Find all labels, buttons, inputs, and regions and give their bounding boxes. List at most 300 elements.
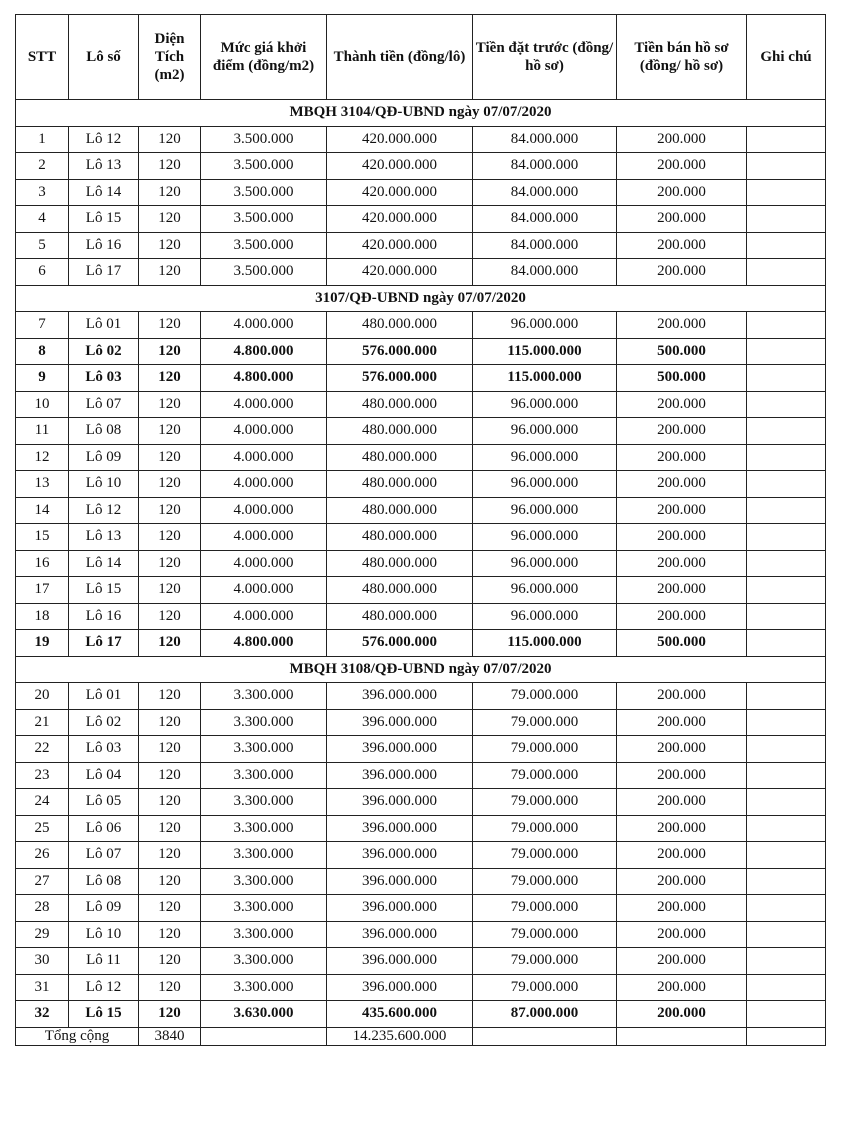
cell-area: 120 <box>139 815 201 842</box>
cell-note <box>747 895 826 922</box>
cell-deposit: 79.000.000 <box>473 815 617 842</box>
cell-stt: 21 <box>16 709 69 736</box>
cell-price: 3.300.000 <box>201 789 327 816</box>
cell-lot: Lô 02 <box>69 338 139 365</box>
cell-note <box>747 630 826 657</box>
cell-area: 120 <box>139 471 201 498</box>
cell-stt: 3 <box>16 179 69 206</box>
cell-stt: 15 <box>16 524 69 551</box>
cell-stt: 31 <box>16 974 69 1001</box>
cell-deposit: 84.000.000 <box>473 153 617 180</box>
cell-total: 480.000.000 <box>327 550 473 577</box>
cell-lot: Lô 04 <box>69 762 139 789</box>
cell-price: 3.300.000 <box>201 921 327 948</box>
cell-stt: 2 <box>16 153 69 180</box>
cell-fee: 200.000 <box>617 948 747 975</box>
cell-price: 3.300.000 <box>201 709 327 736</box>
cell-deposit: 79.000.000 <box>473 683 617 710</box>
cell-price: 4.000.000 <box>201 524 327 551</box>
cell-area: 120 <box>139 868 201 895</box>
cell-stt: 16 <box>16 550 69 577</box>
table-row <box>16 577 826 604</box>
cell-area: 120 <box>139 497 201 524</box>
section-title: MBQH 3108/QĐ-UBND ngày 07/07/2020 <box>16 656 826 683</box>
cell-note <box>747 126 826 153</box>
cell-deposit: 96.000.000 <box>473 312 617 339</box>
cell-note <box>747 338 826 365</box>
cell-note <box>747 577 826 604</box>
cell-area: 120 <box>139 709 201 736</box>
cell-price: 4.800.000 <box>201 630 327 657</box>
cell-deposit: 96.000.000 <box>473 471 617 498</box>
cell-fee: 200.000 <box>617 603 747 630</box>
cell-note <box>747 1001 826 1028</box>
table-row <box>16 974 826 1001</box>
cell-deposit: 79.000.000 <box>473 762 617 789</box>
cell-price: 3.300.000 <box>201 736 327 763</box>
cell-total: 480.000.000 <box>327 418 473 445</box>
cell-price: 3.500.000 <box>201 179 327 206</box>
cell-note <box>747 391 826 418</box>
cell-fee: 200.000 <box>617 153 747 180</box>
cell-lot: Lô 14 <box>69 550 139 577</box>
cell-deposit: 96.000.000 <box>473 497 617 524</box>
cell-total: 480.000.000 <box>327 312 473 339</box>
cell-note <box>747 179 826 206</box>
cell-stt: 8 <box>16 338 69 365</box>
cell-note <box>747 762 826 789</box>
table-row <box>16 153 826 180</box>
header-total: Thành tiền (đồng/lô) <box>327 15 473 100</box>
cell-deposit: 96.000.000 <box>473 391 617 418</box>
cell-fee: 200.000 <box>617 1001 747 1028</box>
cell-deposit: 115.000.000 <box>473 630 617 657</box>
cell-lot: Lô 17 <box>69 630 139 657</box>
cell-deposit: 79.000.000 <box>473 736 617 763</box>
section-header-row <box>16 656 826 683</box>
cell-stt: 20 <box>16 683 69 710</box>
cell-area: 120 <box>139 683 201 710</box>
cell-fee: 200.000 <box>617 524 747 551</box>
cell-area: 120 <box>139 365 201 392</box>
cell-total: 396.000.000 <box>327 789 473 816</box>
cell-price: 4.000.000 <box>201 391 327 418</box>
cell-price: 4.000.000 <box>201 577 327 604</box>
cell-price: 3.630.000 <box>201 1001 327 1028</box>
cell-note <box>747 471 826 498</box>
cell-area: 120 <box>139 974 201 1001</box>
cell-price: 3.300.000 <box>201 948 327 975</box>
table-row <box>16 762 826 789</box>
table-row <box>16 232 826 259</box>
cell-note <box>747 709 826 736</box>
cell-stt: 10 <box>16 391 69 418</box>
cell-deposit: 96.000.000 <box>473 603 617 630</box>
cell-stt: 4 <box>16 206 69 233</box>
cell-stt: 19 <box>16 630 69 657</box>
cell-price: 4.000.000 <box>201 471 327 498</box>
cell-price: 3.300.000 <box>201 868 327 895</box>
table-row <box>16 815 826 842</box>
cell-area: 120 <box>139 736 201 763</box>
totals-row <box>16 1027 826 1045</box>
cell-fee: 200.000 <box>617 736 747 763</box>
cell-price: 3.300.000 <box>201 974 327 1001</box>
totals-deposit-empty <box>473 1027 617 1045</box>
table-row <box>16 736 826 763</box>
cell-note <box>747 868 826 895</box>
cell-price: 3.300.000 <box>201 895 327 922</box>
cell-fee: 200.000 <box>617 312 747 339</box>
table-row <box>16 418 826 445</box>
cell-deposit: 84.000.000 <box>473 206 617 233</box>
cell-note <box>747 524 826 551</box>
cell-area: 120 <box>139 603 201 630</box>
cell-total: 480.000.000 <box>327 577 473 604</box>
cell-stt: 9 <box>16 365 69 392</box>
cell-lot: Lô 01 <box>69 312 139 339</box>
cell-fee: 200.000 <box>617 179 747 206</box>
cell-price: 3.500.000 <box>201 259 327 286</box>
cell-total: 480.000.000 <box>327 603 473 630</box>
cell-fee: 200.000 <box>617 789 747 816</box>
table-row <box>16 206 826 233</box>
table-row <box>16 842 826 869</box>
table-row <box>16 895 826 922</box>
cell-stt: 11 <box>16 418 69 445</box>
cell-price: 3.500.000 <box>201 126 327 153</box>
cell-note <box>747 206 826 233</box>
cell-fee: 200.000 <box>617 895 747 922</box>
cell-stt: 18 <box>16 603 69 630</box>
cell-area: 120 <box>139 179 201 206</box>
table-row <box>16 471 826 498</box>
cell-note <box>747 683 826 710</box>
cell-area: 120 <box>139 391 201 418</box>
cell-total: 480.000.000 <box>327 497 473 524</box>
cell-total: 576.000.000 <box>327 630 473 657</box>
cell-area: 120 <box>139 206 201 233</box>
table-row <box>16 948 826 975</box>
auction-lots-table <box>15 14 826 1046</box>
cell-fee: 200.000 <box>617 418 747 445</box>
cell-deposit: 84.000.000 <box>473 126 617 153</box>
table-row <box>16 312 826 339</box>
cell-note <box>747 948 826 975</box>
cell-lot: Lô 12 <box>69 126 139 153</box>
cell-deposit: 96.000.000 <box>473 577 617 604</box>
cell-deposit: 79.000.000 <box>473 921 617 948</box>
cell-fee: 200.000 <box>617 206 747 233</box>
cell-fee: 200.000 <box>617 683 747 710</box>
cell-total: 396.000.000 <box>327 815 473 842</box>
cell-note <box>747 815 826 842</box>
header-deposit: Tiền đặt trước (đồng/ hồ sơ) <box>473 15 617 100</box>
table-row <box>16 365 826 392</box>
cell-price: 3.300.000 <box>201 683 327 710</box>
cell-deposit: 96.000.000 <box>473 418 617 445</box>
cell-area: 120 <box>139 232 201 259</box>
cell-total: 396.000.000 <box>327 709 473 736</box>
cell-deposit: 115.000.000 <box>473 338 617 365</box>
cell-note <box>747 921 826 948</box>
section-header-row <box>16 285 826 312</box>
cell-fee: 200.000 <box>617 497 747 524</box>
cell-deposit: 79.000.000 <box>473 709 617 736</box>
cell-lot: Lô 13 <box>69 524 139 551</box>
cell-deposit: 87.000.000 <box>473 1001 617 1028</box>
cell-price: 3.500.000 <box>201 232 327 259</box>
cell-stt: 32 <box>16 1001 69 1028</box>
cell-total: 396.000.000 <box>327 842 473 869</box>
table-body <box>16 100 826 1028</box>
cell-area: 120 <box>139 524 201 551</box>
cell-price: 3.500.000 <box>201 206 327 233</box>
cell-fee: 200.000 <box>617 471 747 498</box>
table-row <box>16 259 826 286</box>
cell-price: 3.300.000 <box>201 762 327 789</box>
cell-deposit: 79.000.000 <box>473 895 617 922</box>
cell-fee: 200.000 <box>617 259 747 286</box>
table-row <box>16 550 826 577</box>
table-row <box>16 868 826 895</box>
cell-stt: 27 <box>16 868 69 895</box>
cell-note <box>747 418 826 445</box>
cell-lot: Lô 12 <box>69 497 139 524</box>
cell-total: 480.000.000 <box>327 391 473 418</box>
cell-total: 480.000.000 <box>327 471 473 498</box>
cell-area: 120 <box>139 444 201 471</box>
cell-fee: 200.000 <box>617 815 747 842</box>
cell-total: 576.000.000 <box>327 365 473 392</box>
table-row <box>16 603 826 630</box>
cell-price: 4.000.000 <box>201 418 327 445</box>
cell-lot: Lô 06 <box>69 815 139 842</box>
cell-stt: 12 <box>16 444 69 471</box>
cell-area: 120 <box>139 577 201 604</box>
cell-lot: Lô 07 <box>69 391 139 418</box>
cell-stt: 13 <box>16 471 69 498</box>
cell-lot: Lô 16 <box>69 603 139 630</box>
section-title: 3107/QĐ-UBND ngày 07/07/2020 <box>16 285 826 312</box>
cell-area: 120 <box>139 789 201 816</box>
cell-total: 420.000.000 <box>327 153 473 180</box>
cell-fee: 200.000 <box>617 974 747 1001</box>
cell-fee: 200.000 <box>617 126 747 153</box>
cell-note <box>747 153 826 180</box>
table-row <box>16 126 826 153</box>
cell-area: 120 <box>139 921 201 948</box>
cell-lot: Lô 15 <box>69 1001 139 1028</box>
cell-deposit: 115.000.000 <box>473 365 617 392</box>
table-row <box>16 789 826 816</box>
cell-note <box>747 789 826 816</box>
cell-stt: 30 <box>16 948 69 975</box>
totals-amount: 14.235.600.000 <box>327 1027 473 1045</box>
table-row <box>16 1001 826 1028</box>
cell-stt: 6 <box>16 259 69 286</box>
cell-lot: Lô 05 <box>69 789 139 816</box>
cell-note <box>747 842 826 869</box>
cell-area: 120 <box>139 842 201 869</box>
table-row <box>16 683 826 710</box>
cell-total: 420.000.000 <box>327 126 473 153</box>
cell-area: 120 <box>139 762 201 789</box>
cell-lot: Lô 16 <box>69 232 139 259</box>
cell-price: 3.300.000 <box>201 815 327 842</box>
cell-fee: 200.000 <box>617 232 747 259</box>
cell-total: 576.000.000 <box>327 338 473 365</box>
cell-price: 4.000.000 <box>201 444 327 471</box>
cell-fee: 200.000 <box>617 762 747 789</box>
cell-fee: 500.000 <box>617 338 747 365</box>
cell-stt: 26 <box>16 842 69 869</box>
cell-total: 396.000.000 <box>327 895 473 922</box>
cell-lot: Lô 12 <box>69 974 139 1001</box>
cell-fee: 200.000 <box>617 868 747 895</box>
cell-note <box>747 312 826 339</box>
header-price: Mức giá khởi điểm (đồng/m2) <box>201 15 327 100</box>
cell-fee: 200.000 <box>617 709 747 736</box>
cell-note <box>747 497 826 524</box>
totals-price-empty <box>201 1027 327 1045</box>
header-area: Diện Tích (m2) <box>139 15 201 100</box>
cell-total: 396.000.000 <box>327 683 473 710</box>
cell-total: 420.000.000 <box>327 232 473 259</box>
table-row <box>16 497 826 524</box>
cell-lot: Lô 10 <box>69 921 139 948</box>
cell-note <box>747 550 826 577</box>
header-note: Ghi chú <box>747 15 826 100</box>
cell-total: 435.600.000 <box>327 1001 473 1028</box>
cell-stt: 5 <box>16 232 69 259</box>
header-stt: STT <box>16 15 69 100</box>
cell-lot: Lô 15 <box>69 206 139 233</box>
cell-lot: Lô 17 <box>69 259 139 286</box>
cell-deposit: 84.000.000 <box>473 232 617 259</box>
cell-note <box>747 603 826 630</box>
cell-deposit: 79.000.000 <box>473 789 617 816</box>
cell-price: 3.300.000 <box>201 842 327 869</box>
cell-lot: Lô 09 <box>69 444 139 471</box>
cell-area: 120 <box>139 259 201 286</box>
table-row <box>16 179 826 206</box>
cell-lot: Lô 13 <box>69 153 139 180</box>
cell-deposit: 79.000.000 <box>473 868 617 895</box>
cell-total: 396.000.000 <box>327 868 473 895</box>
cell-total: 420.000.000 <box>327 259 473 286</box>
table-row <box>16 391 826 418</box>
cell-deposit: 84.000.000 <box>473 179 617 206</box>
section-title: MBQH 3104/QĐ-UBND ngày 07/07/2020 <box>16 100 826 127</box>
cell-lot: Lô 11 <box>69 948 139 975</box>
cell-fee: 200.000 <box>617 577 747 604</box>
cell-price: 4.000.000 <box>201 550 327 577</box>
cell-total: 396.000.000 <box>327 921 473 948</box>
cell-area: 120 <box>139 153 201 180</box>
cell-stt: 24 <box>16 789 69 816</box>
cell-stt: 1 <box>16 126 69 153</box>
cell-area: 120 <box>139 1001 201 1028</box>
table-row <box>16 524 826 551</box>
cell-area: 120 <box>139 948 201 975</box>
cell-fee: 500.000 <box>617 365 747 392</box>
cell-deposit: 84.000.000 <box>473 259 617 286</box>
cell-lot: Lô 07 <box>69 842 139 869</box>
cell-fee: 200.000 <box>617 550 747 577</box>
cell-fee: 200.000 <box>617 842 747 869</box>
cell-price: 3.500.000 <box>201 153 327 180</box>
cell-area: 120 <box>139 550 201 577</box>
cell-price: 4.800.000 <box>201 365 327 392</box>
cell-total: 396.000.000 <box>327 736 473 763</box>
cell-note <box>747 736 826 763</box>
cell-stt: 28 <box>16 895 69 922</box>
cell-note <box>747 259 826 286</box>
cell-area: 120 <box>139 895 201 922</box>
cell-lot: Lô 15 <box>69 577 139 604</box>
cell-lot: Lô 03 <box>69 365 139 392</box>
cell-area: 120 <box>139 338 201 365</box>
cell-stt: 17 <box>16 577 69 604</box>
cell-stt: 29 <box>16 921 69 948</box>
cell-deposit: 79.000.000 <box>473 948 617 975</box>
cell-deposit: 96.000.000 <box>473 524 617 551</box>
cell-deposit: 96.000.000 <box>473 550 617 577</box>
cell-price: 4.800.000 <box>201 338 327 365</box>
table-row <box>16 338 826 365</box>
header-row <box>16 15 826 100</box>
cell-lot: Lô 08 <box>69 418 139 445</box>
section-header-row <box>16 100 826 127</box>
cell-lot: Lô 02 <box>69 709 139 736</box>
header-fee: Tiền bán hồ sơ (đồng/ hồ sơ) <box>617 15 747 100</box>
cell-note <box>747 232 826 259</box>
cell-stt: 14 <box>16 497 69 524</box>
cell-stt: 25 <box>16 815 69 842</box>
cell-total: 420.000.000 <box>327 206 473 233</box>
cell-lot: Lô 03 <box>69 736 139 763</box>
cell-price: 4.000.000 <box>201 603 327 630</box>
cell-stt: 23 <box>16 762 69 789</box>
cell-note <box>747 974 826 1001</box>
cell-area: 120 <box>139 126 201 153</box>
totals-area: 3840 <box>139 1027 201 1045</box>
cell-total: 420.000.000 <box>327 179 473 206</box>
table-row <box>16 630 826 657</box>
cell-total: 396.000.000 <box>327 974 473 1001</box>
table-row <box>16 921 826 948</box>
table-row <box>16 709 826 736</box>
cell-fee: 500.000 <box>617 630 747 657</box>
table-row <box>16 444 826 471</box>
cell-lot: Lô 10 <box>69 471 139 498</box>
totals-label: Tổng cộng <box>16 1027 139 1045</box>
cell-note <box>747 444 826 471</box>
cell-area: 120 <box>139 418 201 445</box>
cell-lot: Lô 09 <box>69 895 139 922</box>
cell-stt: 7 <box>16 312 69 339</box>
header-lot: Lô số <box>69 15 139 100</box>
cell-total: 396.000.000 <box>327 762 473 789</box>
cell-note <box>747 365 826 392</box>
totals-fee-empty <box>617 1027 747 1045</box>
cell-deposit: 96.000.000 <box>473 444 617 471</box>
totals-note-empty <box>747 1027 826 1045</box>
cell-total: 396.000.000 <box>327 948 473 975</box>
cell-fee: 200.000 <box>617 391 747 418</box>
cell-lot: Lô 08 <box>69 868 139 895</box>
